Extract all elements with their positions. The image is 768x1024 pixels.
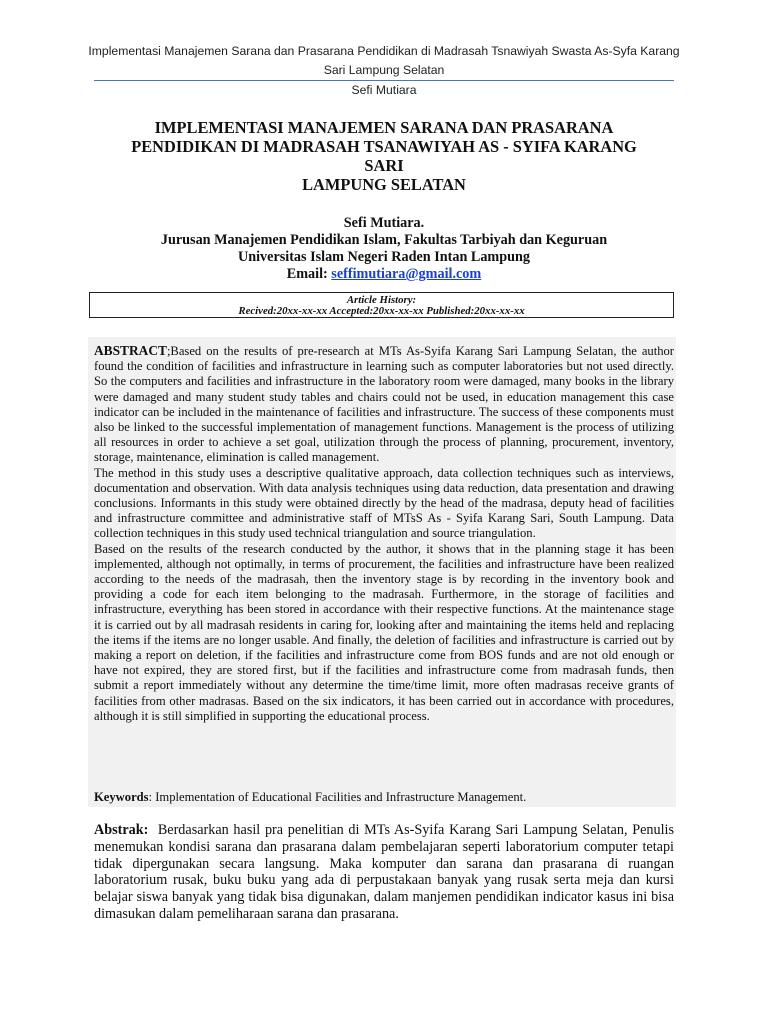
abstract-paragraph bbox=[94, 343, 674, 466]
abstrak-label: Abstrak: bbox=[94, 822, 149, 838]
header-divider bbox=[94, 80, 674, 81]
abstrak-section bbox=[94, 822, 682, 923]
running-header-title: Implementasi Manajemen Sarana dan Prasarana Pendidikan di Madrasah Tsnawiyah Swasta As-Syfa Karang Sari Lampung Selatan bbox=[88, 44, 680, 77]
title-line: PENDIDIKAN DI MADRASAH TSANAWIYAH AS - SYIFA KARANG bbox=[131, 137, 637, 156]
author-block bbox=[90, 215, 678, 283]
abstract-paragraph: The method in this study uses a descriptive qualitative approach, data collection techniques such as interviews, documentation and observation. With data analysis techniques using data reduction, data presentation and drawing conclusions. Informants in this study were obtained directly by the head of the madrasa, deputy head of facilities and infrastructure committee and administrative staff of MTsS As - Syifa Karang Sari, South Lampung. Data collection techniques in this study used technical triangulation and source triangulation. bbox=[94, 465, 674, 541]
running-header-author: Sefi Mutiara bbox=[351, 83, 417, 97]
paper-title bbox=[90, 118, 678, 194]
article-history-heading: Article History: bbox=[346, 294, 417, 306]
email-label: Email: bbox=[286, 266, 328, 282]
article-history-box bbox=[89, 292, 674, 318]
title-line: LAMPUNG SELATAN bbox=[302, 175, 466, 194]
title-line: SARI bbox=[364, 156, 404, 175]
abstract-label: ABSTRACT bbox=[94, 343, 167, 358]
author-department: Jurusan Manajemen Pendidikan Islam, Fakultas Tarbiyah dan Keguruan bbox=[160, 232, 608, 248]
keywords-label: Keywords bbox=[94, 790, 149, 804]
abstrak-text: Berdasarkan hasil pra penelitian di MTs As-Syifa Karang Sari Lampung Selatan, Penulis menemukan kondisi sarana dan prasarana dalam pembelajaran seperti laboratorium computer tetapi tidak dipergunakan secara langsung. Maka komputer dan sarana dan prasarana di ruangan laboratorium rusak, buku buku yang ada di perpustakaan banyak yang rusak serta meja dan kursi belajar siswa banyak yang tidak bisa digunakan, dalam manjemen pendidikan indicator kasus ini bisa dimasukan dalam pemeliharaan sarana dan prasarana. bbox=[94, 822, 682, 922]
author-university: Universitas Islam Negeri Raden Intan Lampung bbox=[237, 249, 531, 265]
author-name: Sefi Mutiara. bbox=[343, 215, 425, 231]
abstract-paragraph: Based on the results of the research conducted by the author, it shows that in the planning stage it has been implemented, although not optimally, in terms of procurement, the facilities and infrastructure have been realized according to the needs of the madrasah, then the inventory stage is by recording in the inventory book and providing a code for each item belonging to the madrasah. Furthermore, in the storage of facilities and infrastructure, everything has been stored in accordance with their respective functions. At the maintenance stage it is carried out by all madrasah residents in caring for, looking after and maintaining the items held and replacing the items if the items are no longer usable. And finally, the deletion of facilities and infrastructure is carried out by making a report on deletion, if the facilities and infrastructure come from BOS funds and are not old enough or have not expired, they are stored first, but if the facilities and infrastructure come from madrasah funds, then submit a report immediately without any determine the time/time limit, more often madrasas receive grants of facilities from other madrasas. Based on the six indicators, it has been carried out in accordance with procedures, although it is still simplified in supporting the educational process. bbox=[94, 541, 674, 723]
author-email-line bbox=[90, 266, 678, 283]
keywords-text: : Implementation of Educational Facilities and Infrastructure Management. bbox=[148, 790, 527, 804]
email-link[interactable]: seffimutiara@gmail.com bbox=[331, 266, 482, 282]
article-history-dates: Recived:20xx-xx-xx Accepted:20xx-xx-xx Published:20xx-xx-xx bbox=[238, 305, 525, 317]
abstract-text: ;Based on the results of pre-research at MTs As-Syifa Karang Sari Lampung Selatan, the author found the condition of facilities and infrastructure in learning such as computer laboratories but not used directly. So the computers and facilities and infrastructure in the laboratory room were damaged, many books in the library were damaged and many student study tables and chairs could not be used, in education management this case indicator can be included in the maintenance of facilities and infrastructure. The success of these components must also be linked to the successful implementation of management functions. Management is the process of utilizing all resources in order to achieve a set goal, utilization through the process of planning, procurement, inventory, storage, maintenance, elimination is called management. bbox=[94, 344, 674, 465]
keywords-section bbox=[94, 790, 674, 805]
abstract-section bbox=[94, 343, 674, 724]
title-line: IMPLEMENTASI MANAJEMEN SARANA DAN PRASARANA bbox=[154, 118, 614, 137]
